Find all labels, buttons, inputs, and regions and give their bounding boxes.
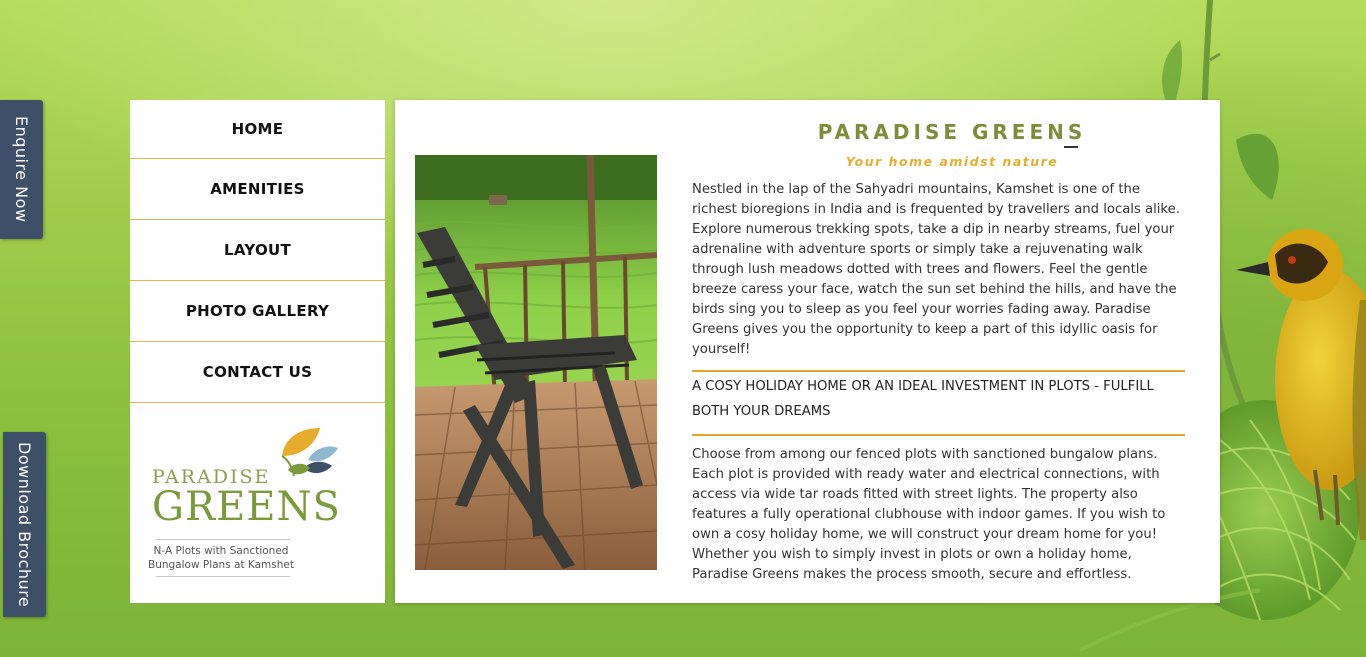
nav-panel: [130, 100, 385, 603]
enquire-now-tab[interactable]: [0, 100, 43, 239]
logo-tagline-line-1: N-A Plots with Sanctioned: [153, 545, 289, 557]
logo-tagline: [146, 544, 296, 572]
main-panel: [395, 100, 1220, 603]
chair-balcony-photo: [415, 155, 657, 570]
divider-bottom: [692, 434, 1185, 436]
logo-divider-bottom: [156, 576, 290, 577]
title-underline: [1064, 146, 1078, 148]
enquire-now-label: Enquire Now: [12, 116, 31, 223]
nav-item-contact-us[interactable]: CONTACT US: [130, 342, 385, 403]
divider-top: [692, 370, 1185, 372]
page-title: PARADISE GREENS: [817, 120, 1087, 144]
download-brochure-tab[interactable]: [3, 432, 46, 617]
logo-divider-top: [156, 539, 290, 540]
nav-item-layout[interactable]: LAYOUT: [130, 220, 385, 281]
logo-tagline-line-2: Bungalow Plans at Kamshet: [148, 559, 294, 571]
highlight-statement: A COSY HOLIDAY HOME OR AN IDEAL INVESTMENT IN PLOTS - FULFILL BOTH YOUR DREAMS: [692, 379, 1154, 419]
nav-item-home[interactable]: HOME: [130, 100, 385, 159]
plots-paragraph: Choose from among our fenced plots with sanctioned bungalow plans. Each plot is provided with ready water and electrical connections, with access via wide tar roads fitted with street lights. The property also features a fully operational clubhouse with indoor games. If you wish to own a cosy holiday home, we will construct your dream home for you! Whether you wish to simply invest in plots or own a holiday home, Paradise Greens makes the process smooth, secure and effortless.: [692, 447, 1166, 582]
logo-text-paradise: PARADISE: [152, 466, 271, 488]
intro-paragraph: Nestled in the lap of the Sahyadri mountains, Kamshet is one of the richest bioregions in India and is frequented by travellers and locals alike. Explore numerous trekking spots, take a dip in nearby streams, fuel your adrenaline with adventure sports or simply take a rejuvenating walk through lush meadows dotted with trees and flowers. Feel the gentle breeze caress your face, watch the sun set behind the hills, and have the birds sing you to sleep as you feel your worries fading away. Paradise Greens gives you the opportunity to keep a part of this idyllic oasis for yourself!: [692, 182, 1180, 357]
brand-logo[interactable]: [130, 418, 385, 603]
leaves-icon: [278, 426, 340, 486]
nav-item-photo-gallery[interactable]: PHOTO GALLERY: [130, 281, 385, 342]
page-subtitle: Your home amidst nature: [845, 154, 1059, 169]
nav-item-amenities[interactable]: AMENITIES: [130, 159, 385, 220]
download-brochure-label: Download Brochure: [15, 441, 34, 608]
logo-text-greens: GREENS: [152, 484, 341, 530]
